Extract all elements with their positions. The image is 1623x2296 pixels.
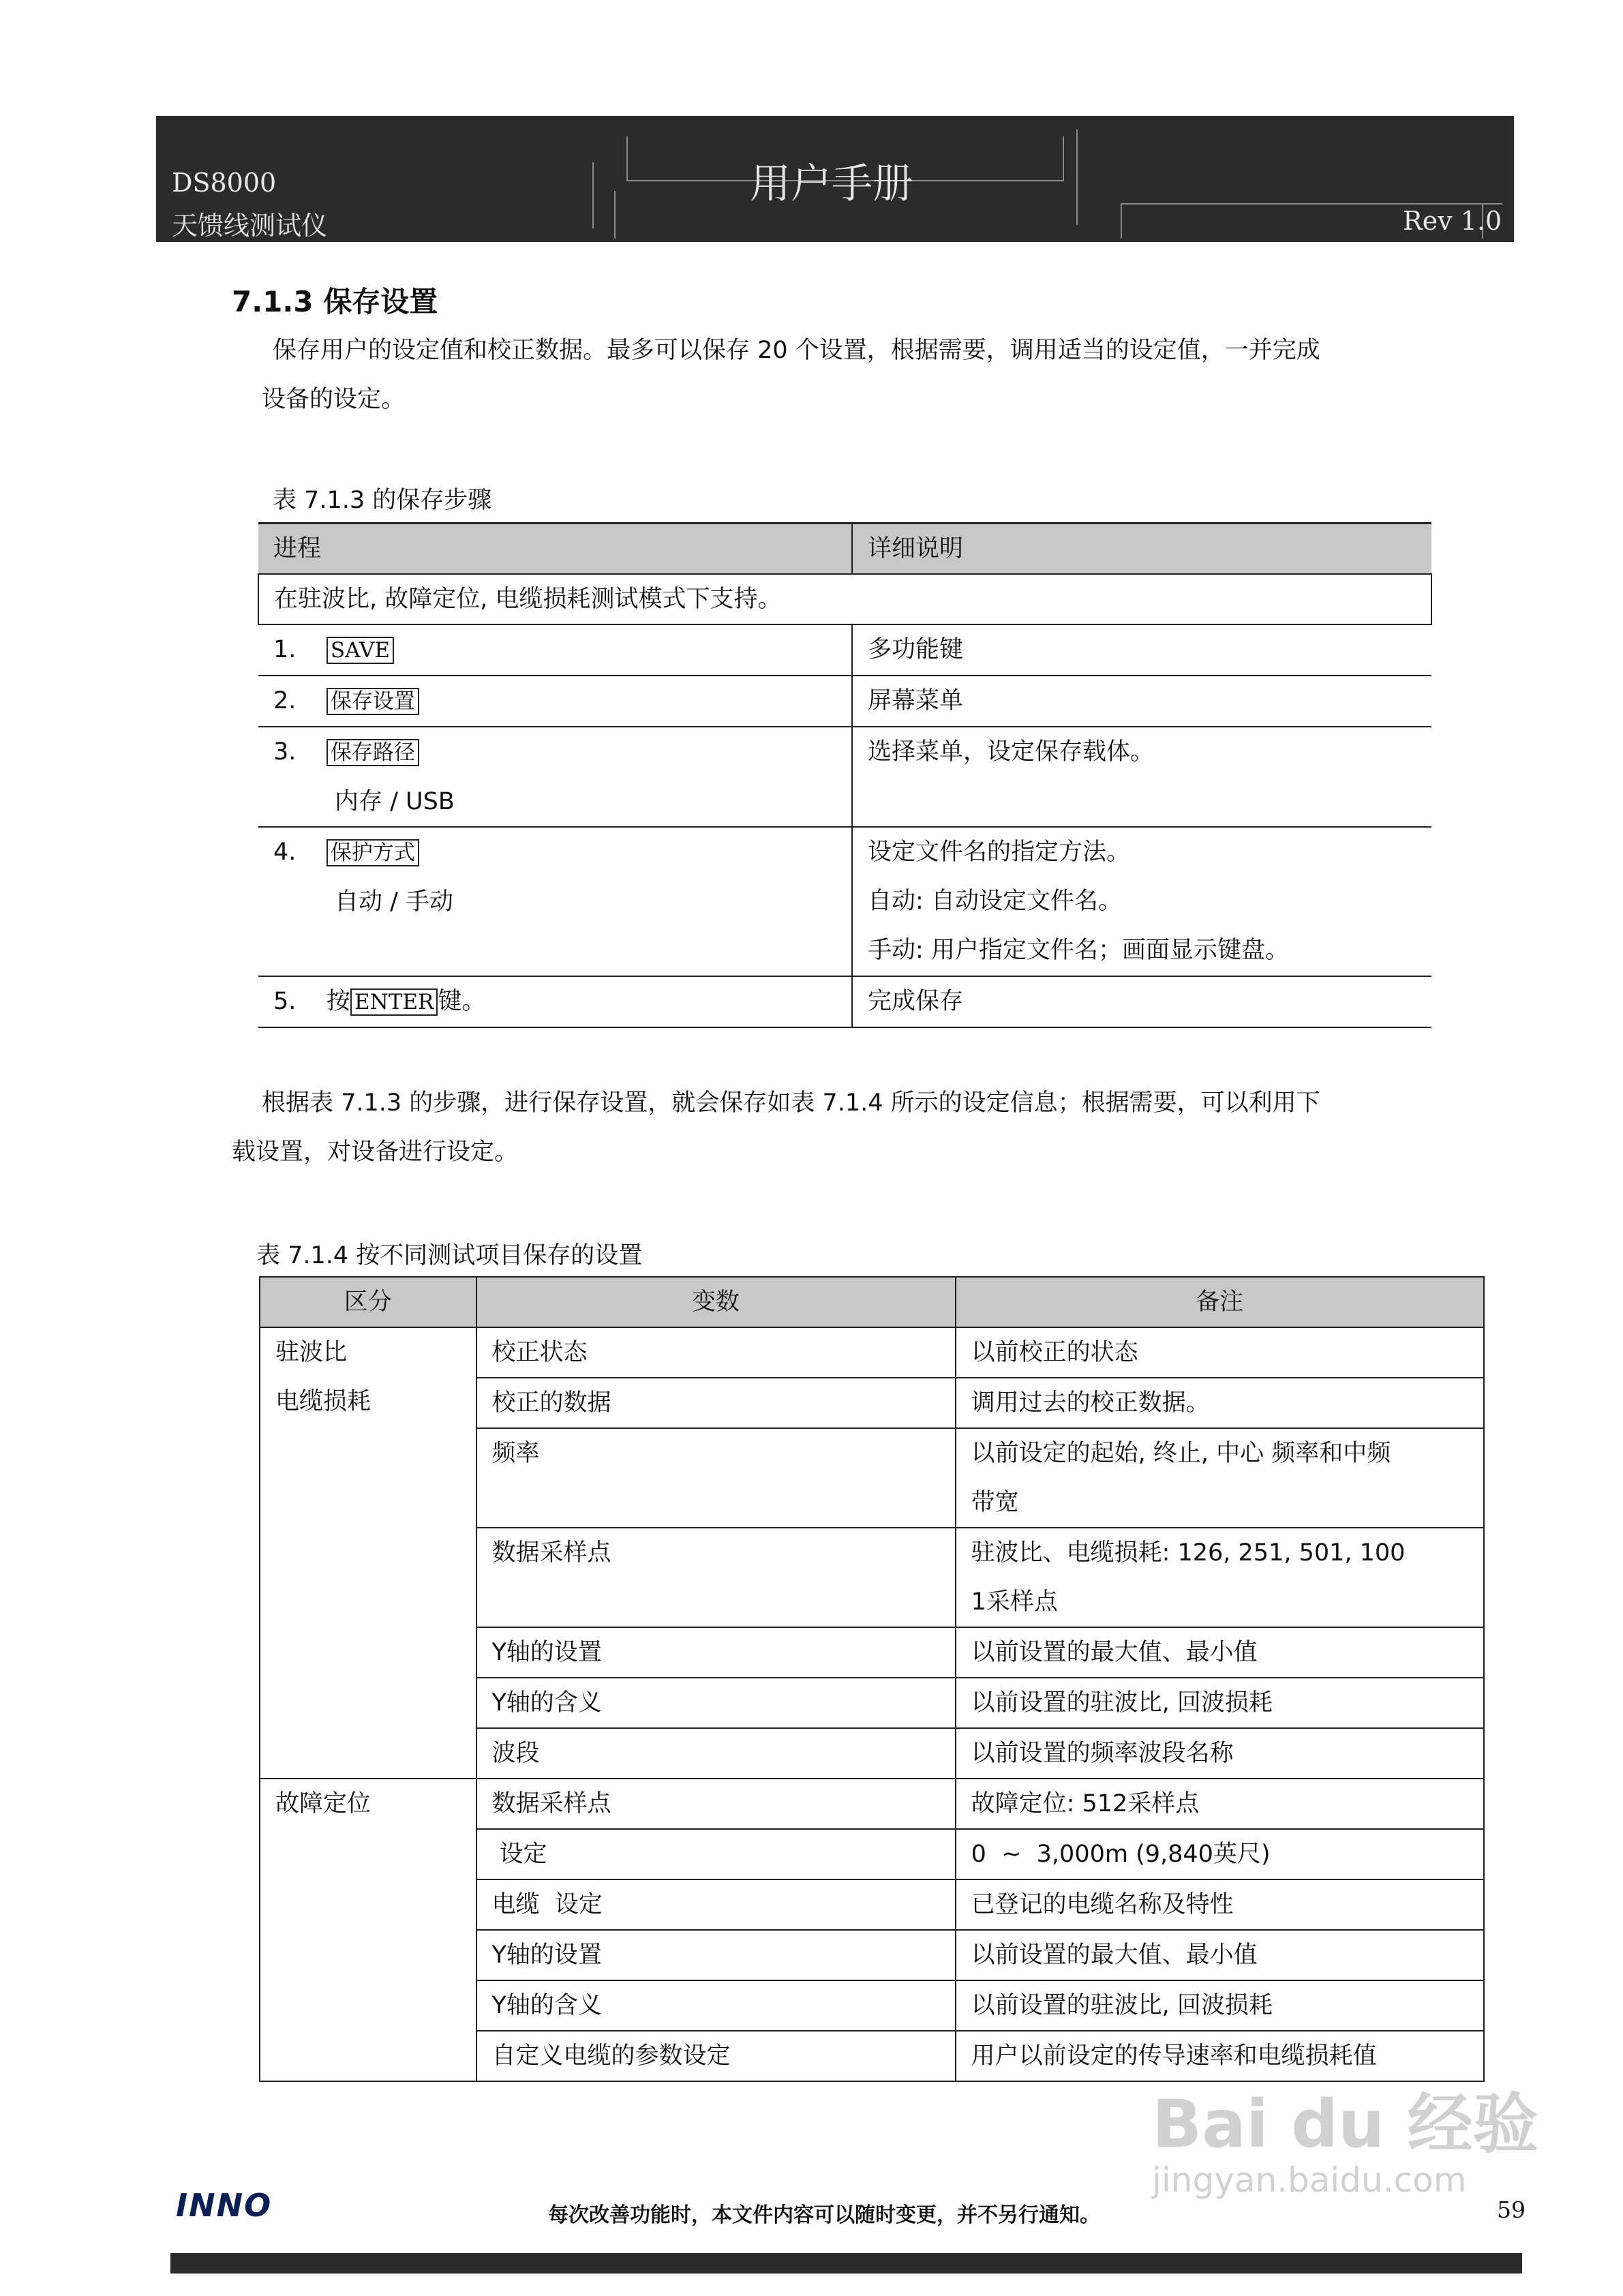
- table-header-cell: 详细说明: [852, 524, 1431, 575]
- step-number: 1.: [273, 636, 297, 663]
- table1-caption: 表 7.1.3 的保存步骤: [273, 487, 492, 514]
- table-row: [258, 976, 1431, 1027]
- variable-cell: Y轴的含义: [476, 1678, 956, 1728]
- header-divider: [1076, 130, 1078, 225]
- step-number: 2.: [273, 687, 297, 714]
- step-options: 自动 / 手动: [335, 888, 454, 916]
- variable-cell: 自定义电缆的参数设定: [476, 2031, 956, 2081]
- header-divider: [1063, 136, 1064, 181]
- step-description: 多功能键: [852, 624, 1431, 676]
- body-paragraph-line: 载设置，对设备进行设定。: [232, 1138, 519, 1166]
- company-logo: INNO: [176, 2187, 273, 2224]
- note-cell: 0 ~ 3,000m (9,840英尺): [956, 1829, 1484, 1879]
- table-row: [260, 1779, 1484, 1829]
- variable-cell: 数据采样点: [476, 1779, 956, 1829]
- note-cell: 已登记的电缆名称及特性: [956, 1879, 1484, 1930]
- header-divider: [1121, 203, 1502, 205]
- variable-cell: Y轴的设置: [476, 1930, 956, 1980]
- menu-label: 保存路径: [327, 739, 419, 766]
- step-description: 完成保存: [852, 976, 1431, 1027]
- table-header-cell: 备注: [956, 1277, 1484, 1327]
- watermark-url: jingyan.baidu.com: [1152, 2160, 1467, 2200]
- note-cell: 用户以前设定的传导速率和电缆损耗值: [956, 2031, 1484, 2081]
- table-row: [258, 727, 1431, 827]
- variable-cell: Y轴的含义: [476, 1980, 956, 2031]
- saved-settings-table: [259, 1276, 1485, 2082]
- intro-paragraph-line: 保存用户的设定值和校正数据。最多可以保存 20 个设置，根据需要，调用适当的设定值，一并完成: [273, 337, 1320, 364]
- category-label: 故障定位: [275, 1790, 371, 1817]
- header-divider: [614, 191, 616, 239]
- note-cell: 驻波比、电缆损耗: 126, 251, 501, 100: [971, 1539, 1406, 1567]
- note-cell: 以前设定的起始, 终止, 中心 频率和中频: [971, 1440, 1391, 1467]
- note-cell: 以前设置的最大值、最小值: [956, 1930, 1484, 1980]
- header-model: DS8000: [172, 168, 277, 198]
- note-cell: 调用过去的校正数据。: [956, 1378, 1484, 1428]
- variable-cell: 校正状态: [476, 1327, 956, 1378]
- category-label: 驻波比: [275, 1339, 348, 1366]
- table-header-cell: 区分: [260, 1277, 476, 1327]
- step-description: 手动: 用户指定文件名；画面显示键盘。: [868, 937, 1289, 964]
- table-header-cell: 进程: [258, 524, 852, 575]
- step-description: 设定文件名的指定方法。: [868, 839, 1131, 866]
- menu-label: 保护方式: [327, 839, 419, 866]
- variable-cell: 波段: [476, 1728, 956, 1779]
- body-paragraph-line: 根据表 7.1.3 的步骤，进行保存设置，就会保存如表 7.1.4 所示的设定信息；根据需要，可以利用下: [262, 1089, 1320, 1117]
- step-number: 5.: [273, 988, 297, 1015]
- note-cell: 故障定位: 512采样点: [956, 1779, 1484, 1829]
- save-steps-table: [258, 522, 1432, 1028]
- variable-cell: 设定: [476, 1829, 956, 1879]
- header-product: 天馈线测试仪: [172, 211, 328, 241]
- variable-cell: 校正的数据: [476, 1378, 956, 1428]
- table-row: [258, 624, 1431, 676]
- step-options: 内存 / USB: [335, 788, 455, 815]
- footer-note: 每次改善功能时，本文件内容可以随时变更，并不另行通知。: [548, 2203, 1100, 2227]
- variable-cell: 数据采样点: [476, 1528, 956, 1627]
- step-text: 键。: [438, 988, 486, 1015]
- step-description: 自动: 自动设定文件名。: [868, 888, 1122, 915]
- section-heading: 7.1.3 保存设置: [232, 285, 438, 318]
- table-row: [258, 827, 1431, 976]
- header-divider: [626, 136, 628, 181]
- step-number: 4.: [273, 839, 297, 866]
- watermark-brand: Bai du 经验: [1152, 2086, 1538, 2162]
- header-title: 用户手册: [750, 160, 913, 208]
- header-divider: [592, 162, 594, 228]
- variable-cell: Y轴的设置: [476, 1627, 956, 1678]
- note-cell: 以前校正的状态: [956, 1327, 1484, 1378]
- step-text: 按: [326, 988, 350, 1015]
- header-revision: Rev 1.0: [1403, 206, 1502, 236]
- note-cell: 以前设置的驻波比, 回波损耗: [956, 1678, 1484, 1728]
- footer-bar: [170, 2253, 1522, 2274]
- category-label: 电缆损耗: [275, 1388, 371, 1415]
- note-cell: 以前设置的驻波比, 回波损耗: [956, 1980, 1484, 2031]
- step-description: 屏幕菜单: [852, 676, 1431, 727]
- note-cell: 带宽: [971, 1489, 1019, 1516]
- watermark: [1152, 2072, 1538, 2200]
- menu-label: 保存设置: [327, 688, 419, 715]
- variable-cell: 电缆 设定: [476, 1879, 956, 1930]
- step-description: 选择菜单，设定保存载体。: [852, 727, 1431, 827]
- key-label: SAVE: [327, 637, 394, 664]
- note-cell: 以前设置的频率波段名称: [956, 1728, 1484, 1779]
- header-divider: [1121, 203, 1122, 239]
- note-cell: 1采样点: [971, 1588, 1058, 1616]
- key-label: ENTER: [350, 988, 438, 1016]
- table-header-cell: 变数: [476, 1277, 956, 1327]
- table2-caption: 表 7.1.4 按不同测试项目保存的设置: [256, 1242, 643, 1269]
- table-note: 在驻波比, 故障定位, 电缆损耗测试模式下支持。: [258, 574, 1431, 624]
- step-number: 3.: [273, 738, 297, 766]
- intro-paragraph-line: 设备的设定。: [262, 386, 406, 413]
- table-row: [260, 1327, 1484, 1378]
- variable-cell: 频率: [476, 1428, 956, 1528]
- note-cell: 以前设置的最大值、最小值: [956, 1627, 1484, 1678]
- table-row: [258, 676, 1431, 727]
- page-number: 59: [1497, 2196, 1526, 2223]
